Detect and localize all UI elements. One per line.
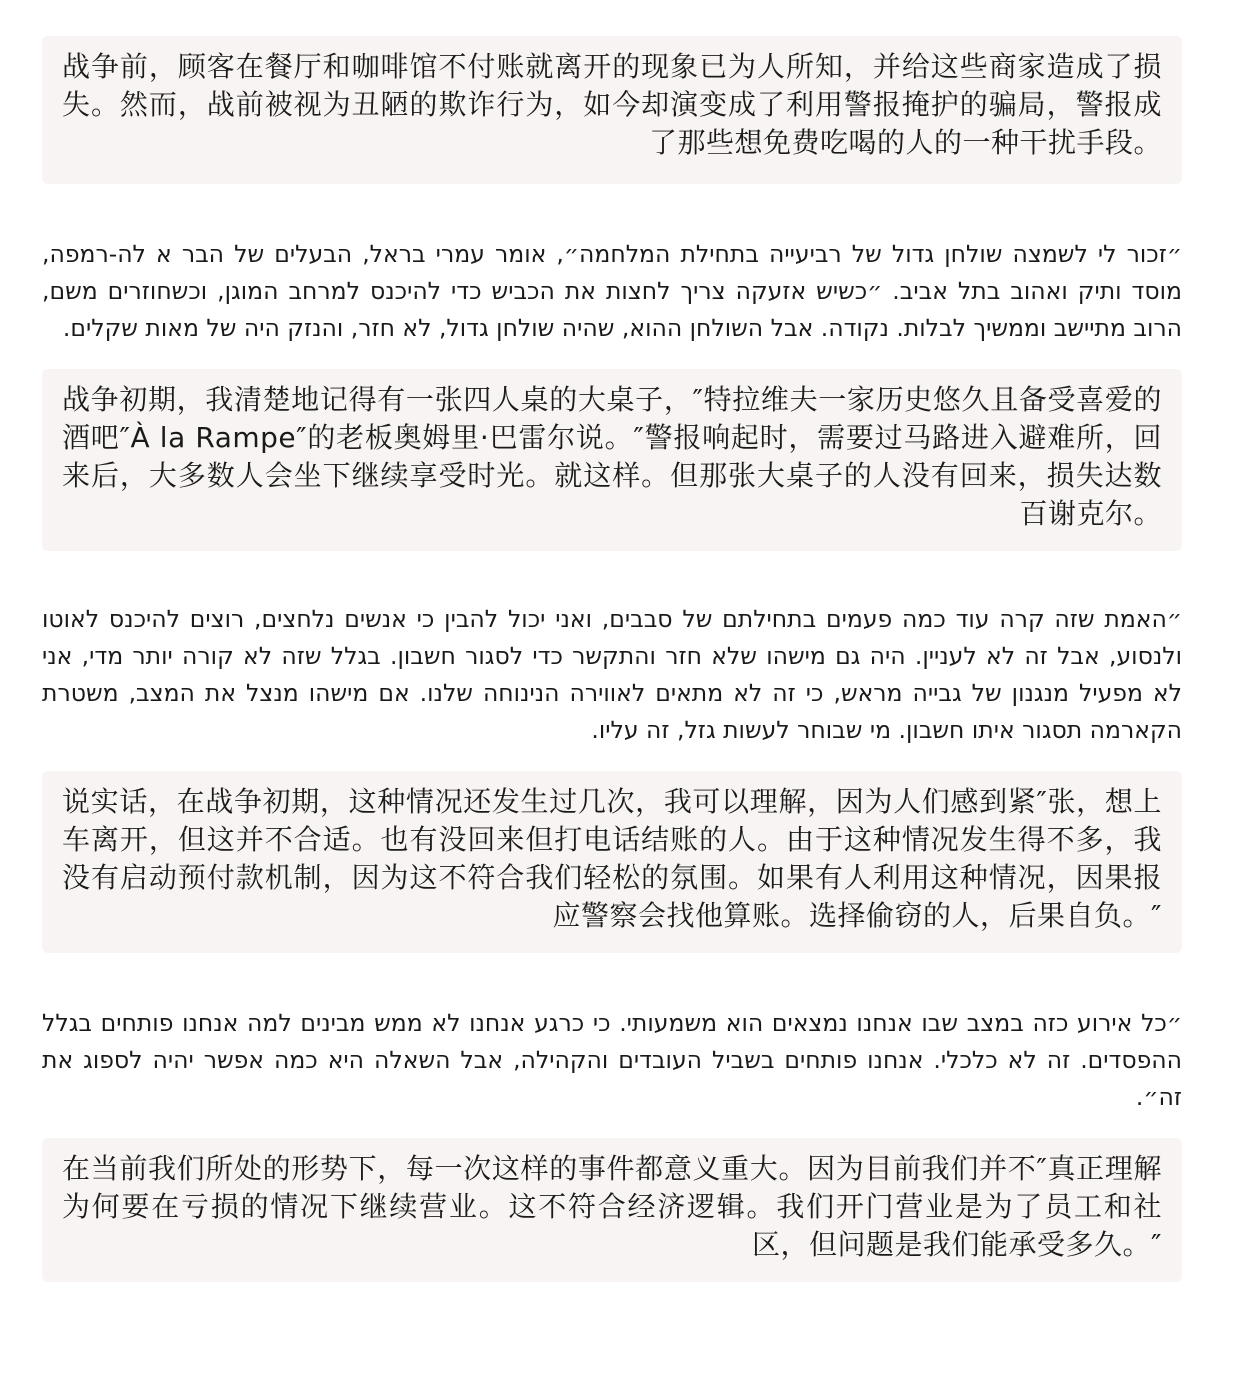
chinese-translation-paragraph: 战争前，顾客在餐厅和咖啡馆不付账就离开的现象已为人所知，并给这些商家造成了损失。然而，战前被视为丑陋的欺诈行为，如今却演变成了利用警报掩护的骗局，警报成了那些想免费吃喝的人的一种干扰手段。 bbox=[42, 36, 1182, 184]
chinese-translation-paragraph: 说实话，在战争初期，这种情况还发生过几次，我可以理解，因为人们感到紧″张，想上车离开，但这并不合适。也有没回来但打电话结账的人。由于这种情况发生得不多，我没有启动预付款机制，因为这不符合我们轻松的氛围。如果有人利用这种情况，因果报应警察会找他算账。选择偷窃的人，后果自负。″ bbox=[42, 771, 1182, 953]
chinese-translation-paragraph: 在当前我们所处的形势下，每一次这样的事件都意义重大。因为目前我们并不″真正理解为何要在亏损的情况下继续营业。这不符合经济逻辑。我们开门营业是为了员工和社区，但问题是我们能承受多久。″ bbox=[42, 1138, 1182, 1282]
hebrew-paragraph: ״האמת שזה קרה עוד כמה פעמים בתחילתם של סבבים, ואני יכול להבין כי אנשים נלחצים, רוצים להיכנס לאוטו ולנסוע, אבל זה לא לעניין. היה גם מישהו שלא חזר והתקשר כדי לסגור חשבון. בגלל שזה לא קורה יותר מדי, אני לא מפעיל מנגנון של גבייה מראש, כי זה לא מתאים לאווירה הנינוחה שלנו. אם מישהו מנצל את המצב, משטרת הקארמה תסגור איתו חשבון. מי שבוחר לעשות גזל, זה עליו. bbox=[42, 605, 1182, 744]
hebrew-paragraph: ״כל אירוע כזה במצב שבו אנחנו נמצאים הוא משמעותי. כי כרגע אנחנו לא ממש מבינים למה אנחנו פותחים בגלל ההפסדים. זה לא כלכלי. אנחנו פותחים בשביל העובדים והקהילה, אבל השאלה היא כמה אפשר יהיה לספוג את זה״. bbox=[42, 1009, 1182, 1111]
article-page bbox=[42, 36, 1182, 1282]
hebrew-paragraph: ״זכור לי לשמצה שולחן גדול של רביעייה בתחילת המלחמה״, אומר עמרי בראל, הבעלים של הבר א לה-רמפה, מוסד ותיק ואהוב בתל אביב. ״כשיש אזעקה צריך לחצות את הכביש כדי להיכנס למרחב המוגן, וכשחוזרים משם, הרוב מתיישב וממשיך לבלות. נקודה. אבל השולחן ההוא, שהיה שולחן גדול, לא חזר, והנזק היה של מאות שקלים. bbox=[42, 240, 1182, 342]
chinese-translation-paragraph: 战争初期，我清楚地记得有一张四人桌的大桌子，″特拉维夫一家历史悠久且备受喜爱的酒吧″À la Rampe″的老板奥姆里·巴雷尔说。″警报响起时，需要过马路进入避难所，回来后，大多数人会坐下继续享受时光。就这样。但那张大桌子的人没有回来，损失达数百谢克尔。 bbox=[42, 369, 1182, 551]
